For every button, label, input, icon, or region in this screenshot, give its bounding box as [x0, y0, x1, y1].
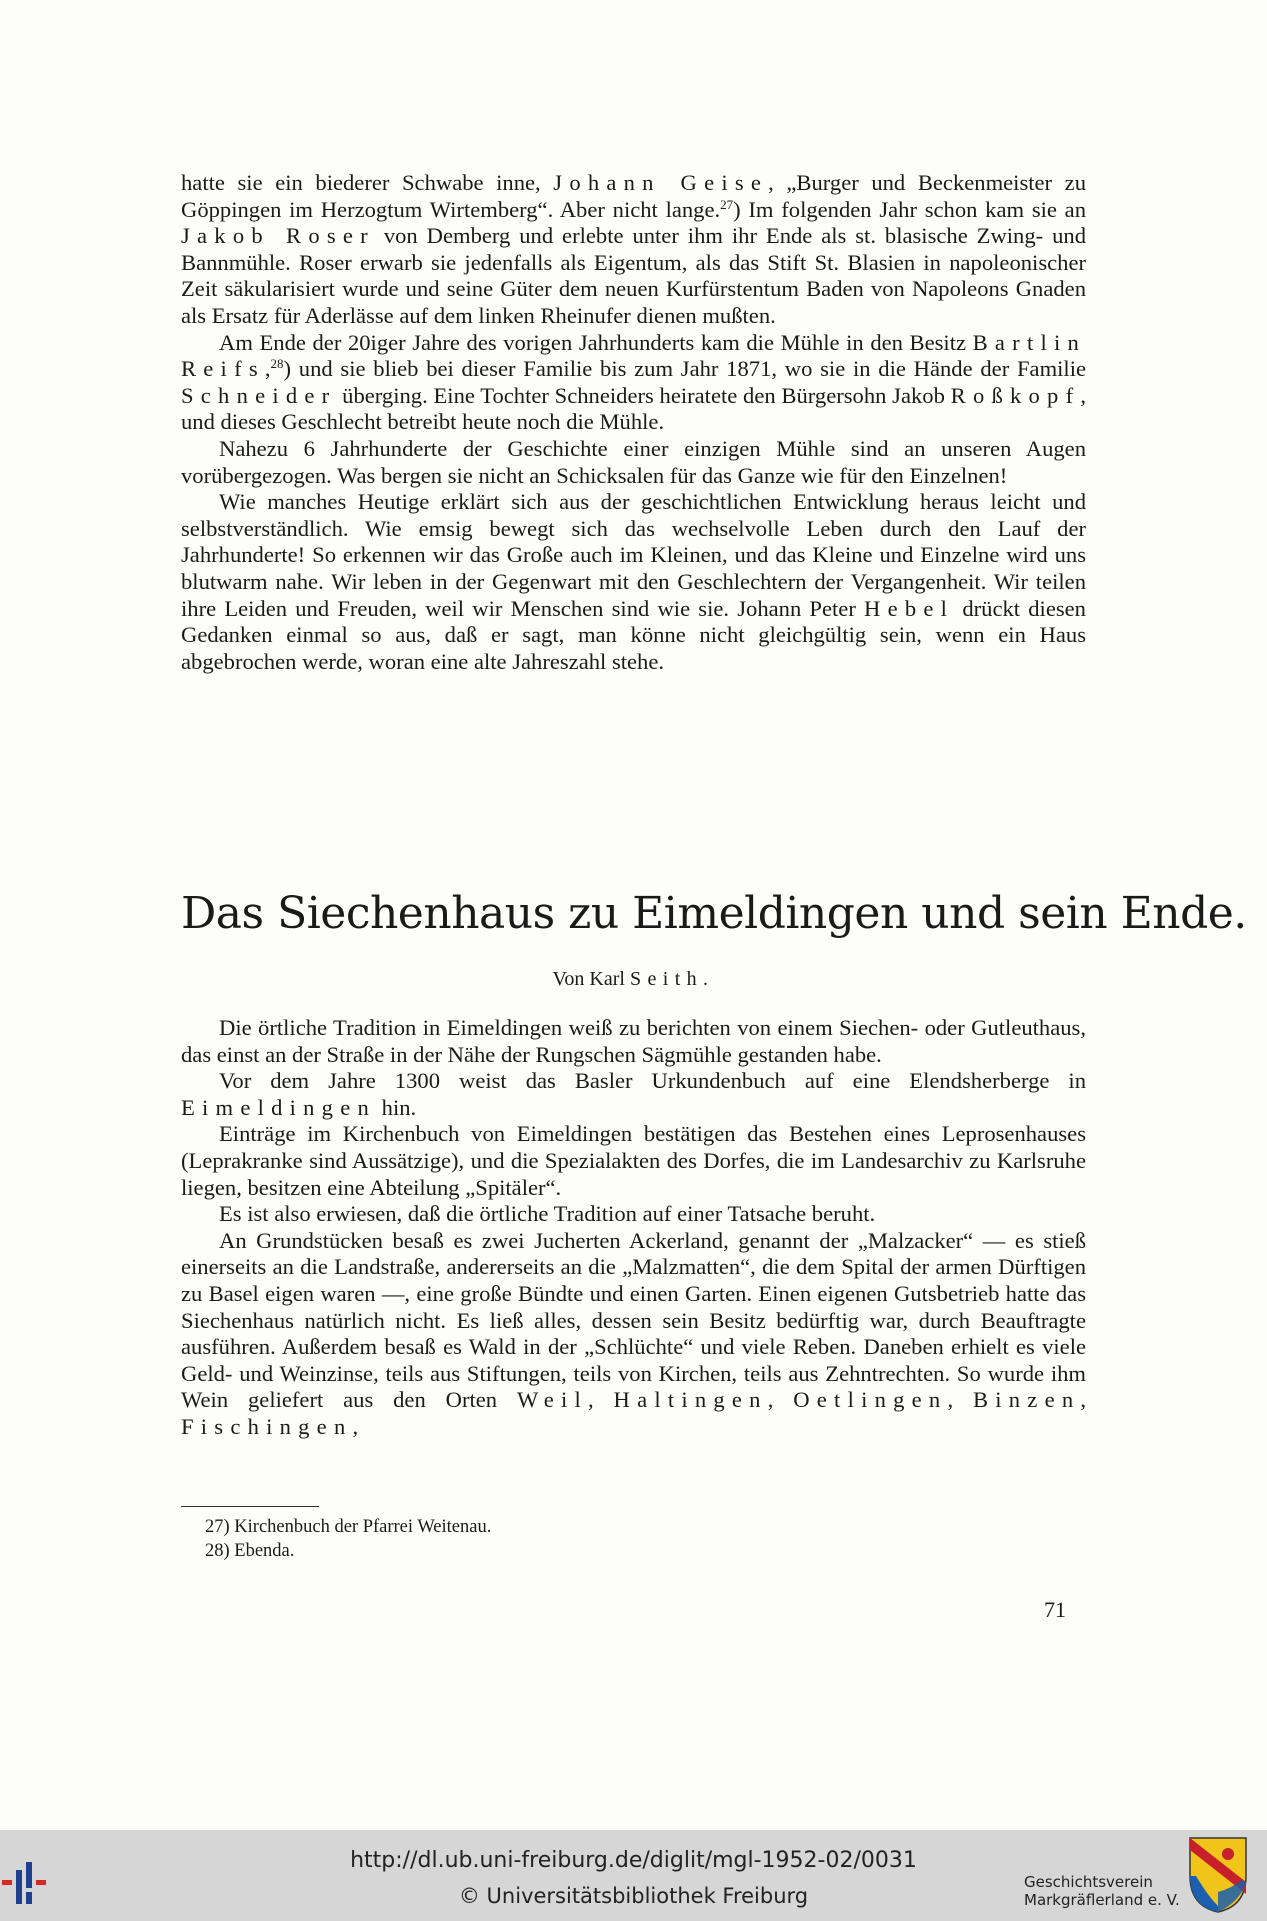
text-run: ) Im folgenden Jahr schon kam sie an	[733, 196, 1086, 222]
paragraph	[181, 330, 1086, 436]
society-name	[1024, 1873, 1180, 1909]
text-run: Einträge im Kirchenbuch von Eimeldingen bestätigen das Bestehen eines Leprosenhauses (Leprakranke sind Aussätzige), und die Spezialakten des Dorfes, die im Landesarchiv zu Karlsruhe liegen, besitzen eine Abteilung „Spitäler“.	[181, 1121, 1086, 1200]
footnote-ref: 28	[270, 356, 284, 372]
spaced-name: Roßkopf	[950, 382, 1081, 408]
text-run: ) und sie blieb bei dieser Familie bis zum Jahr 1871, wo sie in die Hände der Familie	[283, 356, 1086, 382]
article-body-text	[181, 1015, 1086, 1441]
paragraph	[181, 436, 1086, 489]
text-run: Wie manches Heutige erklärt sich aus der geschichtlichen Entwicklung heraus leicht und selbstverständlich. Wie emsig bewegt sich das wechselvolle Leben durch den Lauf der Jahrhunderte! So erkennen wir das Große auch im Kleinen, und das Kleine und Einzelne wird uns blutwarm nahe. Wir leben in der Gegenwart mit den Geschlechtern der Vergangenheit. Wir teilen ihre Leiden und Freuden, weil wir Menschen sind wie sie. Johann Peter	[181, 489, 1086, 621]
paragraph	[181, 1121, 1086, 1201]
byline-prefix: Von Karl	[552, 968, 630, 990]
paragraph	[181, 170, 1086, 330]
text-run: Nahezu 6 Jahrhunderte der Geschichte einer einzigen Mühle sind an unseren Augen vorübergezogen. Was bergen sie nicht an Schicksalen für das Ganze wie für den Einzelnen!	[181, 435, 1086, 488]
article-title: Das Siechenhaus zu Eimeldingen und sein Ende.	[181, 888, 1247, 939]
spaced-name: Jakob Roser	[181, 223, 375, 249]
text-run: Die örtliche Tradition in Eimeldingen weiß zu berichten von einem Siechen- oder Gutleuthaus, das einst an der Straße in der Nähe der Rungschen Sägmühle gestanden habe.	[181, 1015, 1086, 1067]
text-run: drückt diesen Gedanken einmal so aus, daß er sagt, man könne nicht gleichgültig sein, wenn ein Haus abgebrochen werde, woran eine alte Jahreszahl stehe.	[181, 595, 1086, 674]
spaced-name: Weil	[516, 1387, 588, 1413]
text-run: Es ist also erwiesen, daß die örtliche Tradition auf einer Tatsache beruht.	[219, 1201, 876, 1227]
spaced-name: Schneider	[181, 382, 337, 408]
footer-bar	[0, 1830, 1267, 1921]
text-run: von Demberg und erlebte unter ihm ihr Ende als st. blasische Zwing- und Bannmühle. Roser erwarb sie jedenfalls als Eigentum, als das Stift St. Blasien in napoleonischer Zeit säkularisiert wurde und seine Güter dem neuen Kurfürstentum Baden von Napoleons Gnaden als Ersatz für Aderlässe auf dem linken Rheinufer dienen mußten.	[181, 223, 1086, 328]
coat-of-arms-icon	[1188, 1836, 1248, 1914]
spaced-name: Johann Geise	[553, 170, 769, 195]
paragraph	[181, 1228, 1086, 1441]
spaced-name: Hebel	[864, 595, 955, 621]
footnotes	[205, 1515, 491, 1563]
text-run: hatte sie ein biederer Schwabe inne,	[181, 170, 554, 195]
copyright-text: © Universitätsbibliothek Freiburg	[458, 1884, 809, 1908]
footnote-28: 28) Ebenda.	[205, 1541, 295, 1561]
text-run: Vor dem Jahre 1300 weist das Basler Urkundenbuch auf eine Elendsherberge in	[219, 1068, 1086, 1094]
spaced-name: Haltingen	[613, 1387, 768, 1413]
text-run: ,	[264, 356, 271, 382]
text-run: ,	[588, 1387, 614, 1413]
text-run: , und dieses Geschlecht betreibt heute noch die Mühle.	[181, 382, 1086, 435]
source-url-link[interactable]: http://dl.ub.uni-freiburg.de/diglit/mgl-1952-02/0031	[350, 1848, 917, 1873]
spaced-name: Eimeldingen	[181, 1094, 377, 1120]
text-run: , „Burger und Beckenmeister zu Göppingen im Herzogtum Wirtemberg“. Aber nicht lange.	[181, 170, 1086, 222]
text-run: überging. Eine Tochter Schneiders heiratete den Bürgersohn Jakob	[336, 382, 951, 408]
footnote-rule	[181, 1506, 319, 1507]
text-run: ,	[947, 1387, 973, 1413]
spaced-name: Binzen	[972, 1387, 1081, 1413]
article-end-text	[181, 170, 1086, 675]
text-run: ,	[352, 1413, 359, 1439]
spaced-name: Bartlin Reifs	[181, 329, 1086, 382]
footnote-27: 27) Kirchenbuch der Pfarrei Weitenau.	[205, 1517, 492, 1537]
text-run: ,	[1080, 1387, 1087, 1413]
author-name: Seith.	[629, 968, 715, 990]
society-line-2: Markgräflerland e. V.	[1024, 1891, 1180, 1909]
text-run: ,	[767, 1387, 794, 1413]
page-number: 71	[1044, 1597, 1066, 1622]
spaced-name: Fischingen	[181, 1413, 353, 1439]
text-run: Am Ende der 20iger Jahre des vorigen Jahrhunderts kam die Mühle in den Besitz	[219, 329, 973, 355]
spaced-name: Oetlingen	[793, 1387, 948, 1413]
society-line-1: Geschichtsverein	[1024, 1873, 1153, 1891]
byline	[0, 966, 1267, 992]
paragraph	[181, 489, 1086, 675]
text-run: hin.	[376, 1094, 417, 1120]
text-run: An Grundstücken besaß es zwei Jucherten Ackerland, genannt der „Malzacker“ — es stieß einerseits an die Landstraße, andererseits an die „Malzmatten“, die dem Spital der armen Dürftigen zu Basel eigen waren —, eine große Bündte und einen Garten. Einen eigenen Gutsbetrieb hatte das Siechenhaus natürlich nicht. Es ließ alles, dessen sein Besitz bedürftig war, durch Beauftragte ausführen. Außerdem besaß es Wald in der „Schlüchte“ und viele Reben. Daneben erhielt es viele Geld- und Weinzinse, teils aus Stiftungen, teils von Kirchen, teils aus Zehntrechten. So wurde ihm Wein geliefert aus den Orten	[181, 1227, 1086, 1413]
paragraph	[181, 1015, 1086, 1068]
paragraph	[181, 1201, 1086, 1228]
footnote-ref: 27	[720, 196, 734, 212]
paragraph	[181, 1068, 1086, 1121]
